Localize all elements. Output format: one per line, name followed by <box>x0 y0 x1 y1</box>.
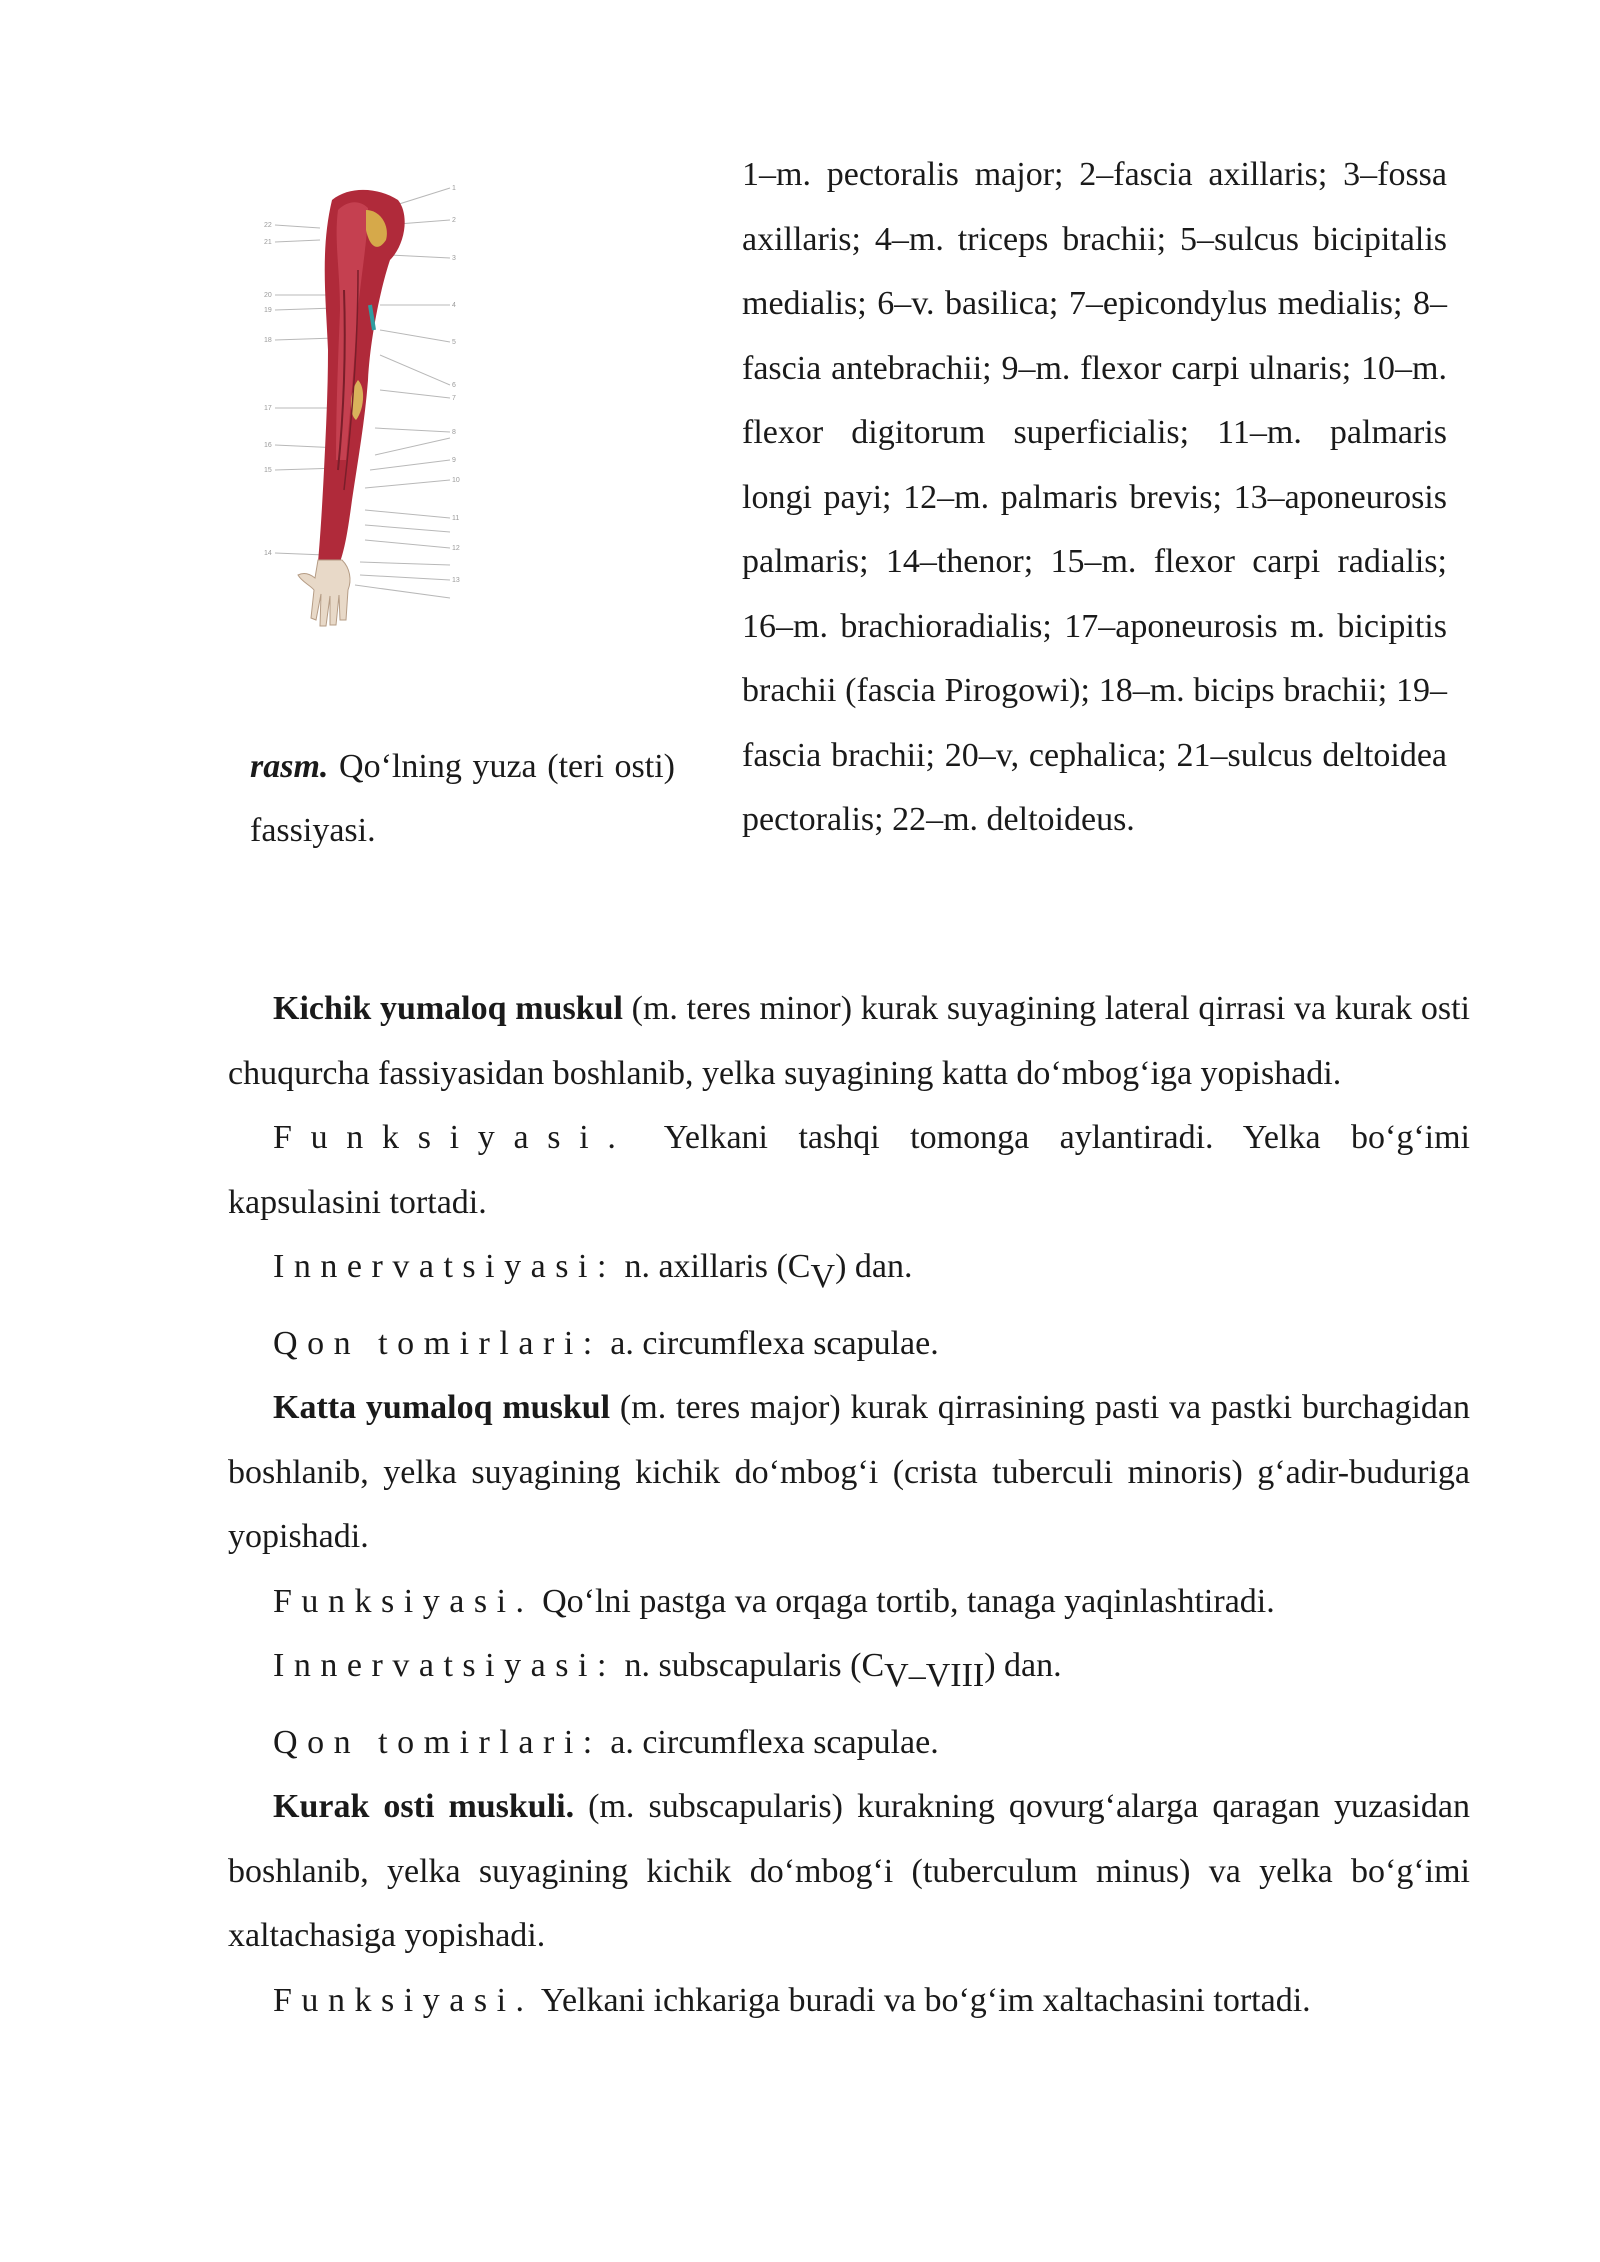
svg-text:4: 4 <box>452 302 456 309</box>
innervation-end: ) dan. <box>984 1647 1062 1684</box>
innervation-text: n. axillaris (C <box>615 1248 811 1285</box>
svg-text:18: 18 <box>264 337 272 344</box>
subscapularis-title: Kurak osti muskuli. <box>273 1788 575 1825</box>
vessels-text: a. circumflexa scapulae. <box>601 1723 939 1761</box>
teres-major-innervation <box>228 1634 1470 1699</box>
innervation-sub: V <box>810 1258 836 1296</box>
svg-text:10: 10 <box>452 477 460 484</box>
teres-major-function <box>228 1570 1470 1635</box>
svg-text:8: 8 <box>452 429 456 436</box>
arm-superficial-fascia-illustration <box>240 170 480 650</box>
svg-text:17: 17 <box>264 405 272 412</box>
innervation-text: n. subscapularis (C <box>615 1647 885 1684</box>
innervation-end: ) dan. <box>835 1248 913 1285</box>
svg-text:7: 7 <box>452 395 456 402</box>
innervation-label: Innervatsiyasi: <box>273 1248 616 1285</box>
vessels-label: Qon tomirlari: <box>273 1723 602 1761</box>
svg-text:6: 6 <box>452 382 456 389</box>
svg-text:14: 14 <box>264 550 272 557</box>
figure <box>240 170 480 650</box>
teres-minor-title: Kichik yumaloq muskul <box>273 990 623 1027</box>
function-text: Yelkani ichkariga buradi va bo‘g‘im xaltachasini tortadi. <box>533 1981 1311 2019</box>
teres-major-title: Katta yumaloq muskul <box>273 1389 611 1426</box>
svg-text:15: 15 <box>264 467 272 474</box>
svg-text:11: 11 <box>452 515 460 522</box>
svg-text:1: 1 <box>452 185 456 192</box>
teres-minor-desc: (m. teres minor) kurak suyagining lateral qirrasi va kurak osti chuqurcha fassiyasidan boshlanib, yelka suyagining katta do‘mbog‘iga yopishadi. <box>228 990 1470 1092</box>
svg-text:20: 20 <box>264 292 272 299</box>
svg-text:9: 9 <box>452 457 456 464</box>
function-text: Yelkani tashqi tomonga aylantiradi. Yelka bo‘g‘imi kapsulasini tortadi. <box>228 1119 1470 1221</box>
figure-legend: 1–m. pectoralis major; 2–fascia axillaris; 3–fossa axillaris; 4–m. triceps brachii; 5–sulcus bicipitalis medialis; 6–v. basilica; 7–epicondylus medialis; 8– fascia antebrachii; 9–m. flexor carpi ulnaris; 10–m. flexor digitorum superficialis; 11–m. palmaris longi payi; 12–m. palmaris brevis; 13–aponeurosis palmaris; 14–thenor; 15–m. flexor carpi radialis; 16–m. brachioradialis; 17–aponeurosis m. bicipitis brachii (fascia Pirogowi); 18–m. bicips brachii; 19–fascia brachii; 20–v, cephalica; 21–sulcus deltoidea pectoralis; 22–m. deltoideus. <box>742 156 1447 838</box>
caption-lead: rasm. <box>250 748 329 785</box>
teres-major-vessels <box>228 1711 1470 1776</box>
svg-text:22: 22 <box>264 222 272 229</box>
teres-minor-paragraph <box>228 977 1470 1106</box>
svg-text:13: 13 <box>452 577 460 584</box>
svg-text:3: 3 <box>452 255 456 262</box>
function-label: Funksiyasi. <box>273 1981 534 2019</box>
body-text <box>228 977 1470 2033</box>
teres-major-desc: (m. teres major) kurak qirrasining pasti va pastki burchagidan boshlanib, yelka suyagining kichik do‘mbog‘i (crista tuberculi minoris) g‘adir-buduriga yopishadi. <box>228 1389 1471 1555</box>
svg-text:19: 19 <box>264 307 272 314</box>
function-label: Funksiyasi. <box>273 1119 635 1156</box>
svg-text:21: 21 <box>264 239 272 246</box>
innervation-sub: V–VIII <box>884 1657 985 1695</box>
svg-text:2: 2 <box>452 217 456 224</box>
vessels-label: Qon tomirlari: <box>273 1324 602 1362</box>
svg-text:16: 16 <box>264 442 272 449</box>
svg-text:5: 5 <box>452 339 456 346</box>
caption-text: Qo‘lning yuza (teri osti) fassiyasi. <box>250 748 675 849</box>
teres-minor-vessels <box>228 1312 1470 1377</box>
subscapularis-paragraph <box>228 1775 1470 1969</box>
function-text: Qo‘lni pastga va orqaga tortib, tanaga yaqinlashtiradi. <box>533 1582 1275 1620</box>
vessels-text: a. circumflexa scapulae. <box>601 1324 939 1362</box>
teres-minor-function <box>228 1106 1470 1235</box>
teres-minor-innervation <box>228 1235 1470 1300</box>
figure-caption <box>250 735 675 863</box>
teres-major-paragraph <box>228 1376 1470 1570</box>
svg-text:12: 12 <box>452 545 460 552</box>
subscapularis-desc: (m. subscapularis) kurakning qovurg‘alarga qaragan yuzasidan boshlanib, yelka suyagining kichik do‘mbog‘i (tuberculum minus) va yelka bo‘g‘imi xaltachasiga yopishadi. <box>228 1788 1471 1954</box>
subscapularis-function <box>228 1969 1470 2034</box>
innervation-label: Innervatsiyasi: <box>273 1647 616 1684</box>
function-label: Funksiyasi. <box>273 1582 534 1620</box>
